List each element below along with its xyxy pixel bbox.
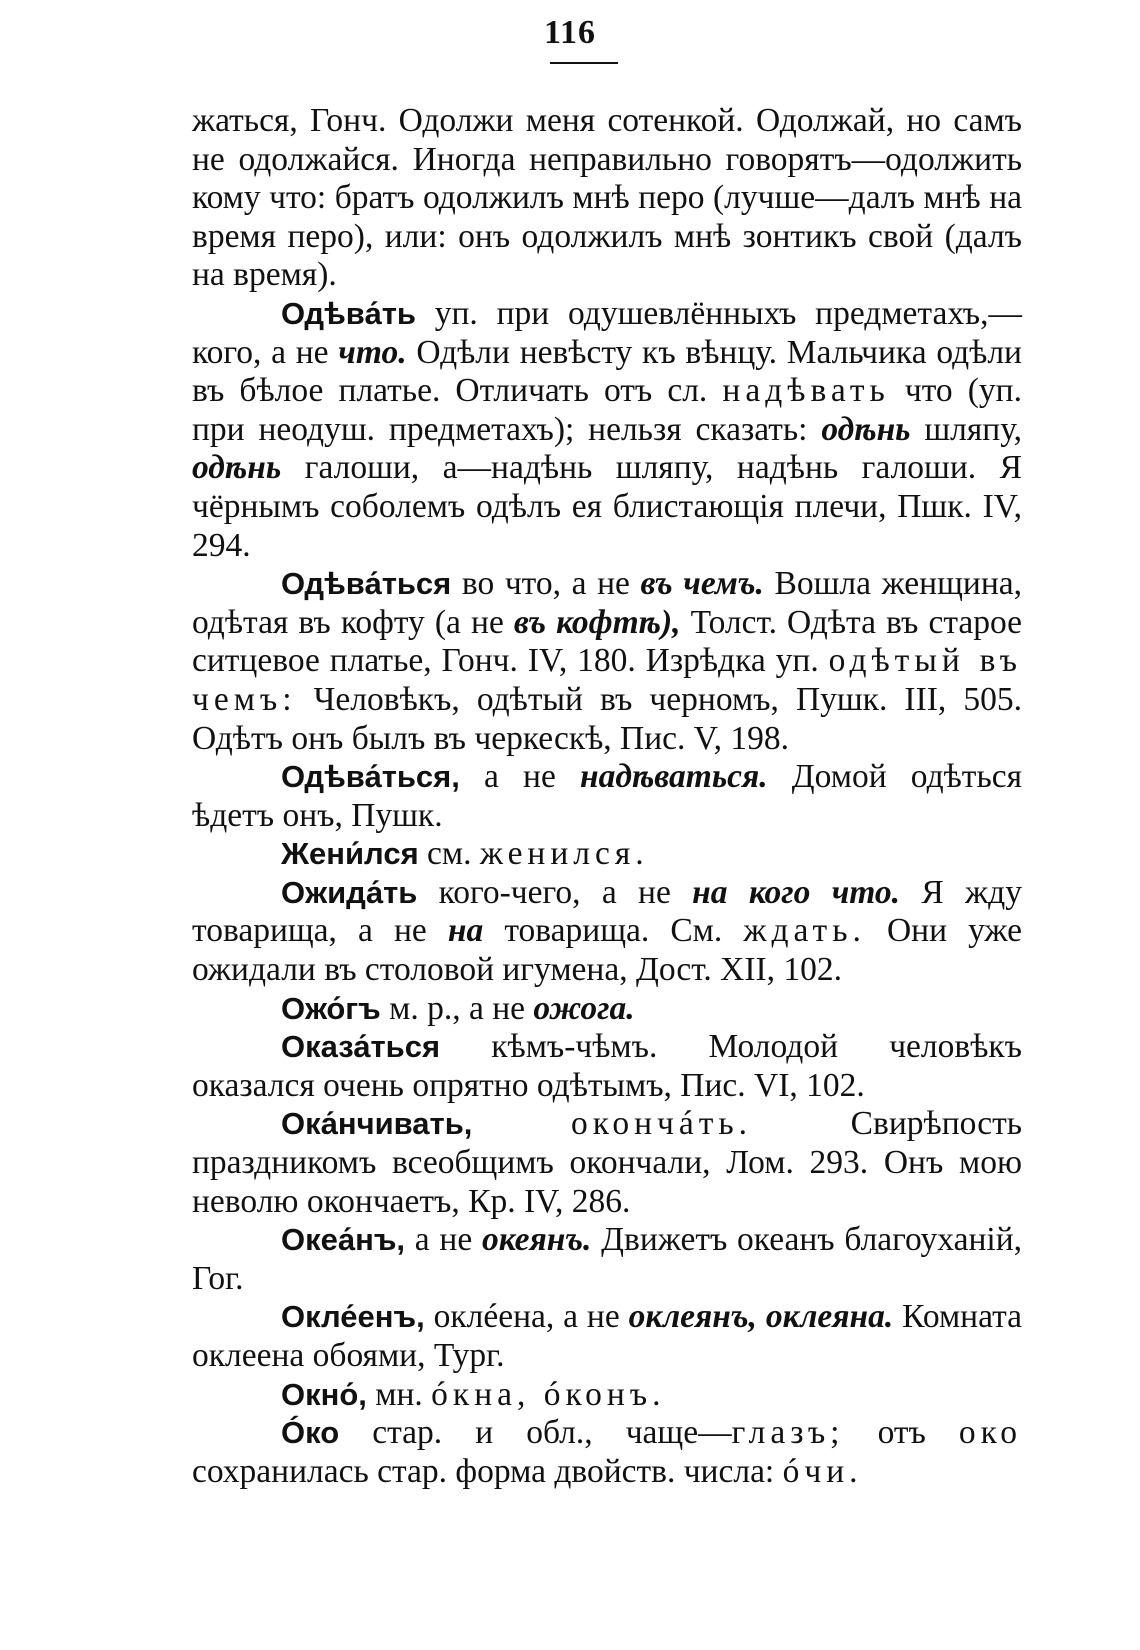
dictionary-entry [192, 295, 1022, 565]
entry-text: кого-чего, а не [417, 873, 693, 911]
entry-text: что (уп. при неодуш. предметахъ); нельзя сказать: [192, 372, 1022, 448]
dictionary-entry [192, 1376, 1022, 1415]
entry-text: отъ [844, 1414, 959, 1452]
entry-text: галоши, а—надѣнь шляпу, надѣнь галоши. Я чёрнымъ соболемъ одѣлъ ея блистающія плечи, Пшк. IV, 294. [192, 449, 1022, 564]
entry-headword: Жени́лся [281, 836, 419, 872]
dictionary-entry [192, 1105, 1022, 1221]
entry-text: а не [405, 1221, 482, 1259]
spaced-word: ждать. [743, 912, 866, 950]
entry-text [472, 1105, 571, 1142]
italic-form: океянъ. [481, 1221, 592, 1259]
entry-text: а не [459, 758, 580, 796]
entry-headword: Óко [281, 1415, 340, 1451]
italic-form: на кого что. [692, 873, 901, 911]
dictionary-entry [192, 835, 1022, 874]
entry-text: Движетъ океанъ благоуханій, Гог. [192, 1221, 1022, 1297]
spaced-word: око [958, 1414, 1022, 1452]
dictionary-entry [192, 1028, 1022, 1105]
continuation-paragraph [192, 102, 1022, 295]
spaced-word: óкна, óконъ. [431, 1375, 666, 1413]
entry-text: Вошла женщина, одѣтая въ кофту (а не [192, 565, 1022, 641]
entry-headword: Ожида́ть [281, 874, 418, 910]
entry-headword: Океа́нъ, [281, 1222, 406, 1258]
spaced-word: óчи. [782, 1452, 863, 1490]
page-number: 116 [543, 14, 597, 51]
dictionary-entry [192, 758, 1022, 835]
dictionary-entry [192, 565, 1022, 758]
spaced-word: женился. [479, 835, 649, 873]
italic-form: одѣнь [821, 410, 911, 448]
entry-text: во что, а не [451, 565, 641, 603]
italic-form: оклеянъ, оклеяна. [628, 1298, 894, 1336]
entry-text: Я жду товарища, а не [192, 873, 1022, 950]
page-number-rule [550, 62, 618, 64]
entry-text: сохранилась стар. форма двойств. числа: [192, 1452, 783, 1490]
entry-text: Свирѣпость праздникомъ всеобщимъ окончали, Лом. 293. Онъ мою неволю окончаетъ, Кр. IV, 286. [192, 1105, 1023, 1220]
entry-headword: Окно́, [281, 1376, 367, 1412]
entry-headword: Одѣва́ть [281, 295, 416, 331]
entry-text: мн. [366, 1375, 432, 1413]
entry-text: жаться, Гонч. Одолжи меня сотенкой. Одолжай, но самъ не одолжайся. Иногда неправильно говорятъ—одолжить кому что: братъ одолжилъ мнѣ перо (лучше—далъ мнѣ на время перо), или: онъ одолжилъ мнѣ зонтикъ свой (далъ на время). [192, 102, 1022, 294]
italic-form: на [447, 912, 484, 950]
entry-text: Одѣли невѣсту къ вѣнцу. Мальчика одѣли въ бѣлое платье. Отличать отъ сл. [192, 333, 1022, 410]
entry-text: Человѣкъ, одѣтый въ черномъ, Пушк. III, 505. Одѣтъ онъ былъ въ черкескѣ, Пис. V, 198. [192, 680, 1022, 757]
entry-headword: Окле́енъ, [281, 1299, 425, 1335]
italic-form: въ кофтѣ), [513, 603, 681, 641]
dictionary-entry [192, 1414, 1022, 1491]
entry-headword: Одѣва́ться [281, 566, 452, 602]
entry-headword: Оказа́ться [281, 1029, 441, 1065]
entry-text: Толст. Одѣта въ старое ситцевое платье, Гонч. IV, 180. Изрѣдка уп. [192, 603, 1023, 680]
entry-text: см. [418, 835, 480, 873]
entry-headword: Одѣва́ться, [281, 759, 460, 795]
italic-form: надѣваться. [579, 758, 768, 796]
dictionary-entry [192, 1221, 1022, 1298]
italic-form: одѣнь [192, 449, 282, 487]
entry-text: м. р., а не [380, 989, 534, 1027]
entry-text: оклéена, а не [424, 1298, 629, 1336]
dictionary-entry [192, 874, 1022, 990]
entry-text: Они уже ожидали въ столовой игумена, Дост. XII, 102. [192, 912, 1022, 989]
spaced-word: глазъ; [731, 1414, 845, 1452]
entry-text: кѣмъ-чѣмъ. Молодой человѣкъ оказался очень опрятно одѣтымъ, Пис. VI, 102. [192, 1028, 1022, 1104]
spaced-word: одѣтый въ чемъ: [192, 642, 1022, 718]
entry-text: стар. и обл., чаще— [339, 1414, 732, 1452]
entry-text: Комната оклеена обоями, Тург. [192, 1298, 1022, 1374]
italic-form: что. [338, 333, 407, 371]
dictionary-entry [192, 990, 1022, 1029]
entry-text: уп. при одушевлённыхъ предметахъ,—кого, а не [192, 294, 1022, 371]
italic-form: въ чемъ. [640, 565, 764, 603]
entry-text: Домой одѣться ѣдетъ онъ, Пушк. [192, 758, 1022, 834]
entry-text: товарища. См. [483, 912, 744, 950]
spaced-word: надѣвать [722, 372, 890, 410]
italic-form: ожога. [533, 989, 635, 1027]
spaced-word: окончáть. [571, 1105, 753, 1143]
dictionary-text [192, 102, 1022, 1491]
entry-text: шляпу, [910, 410, 1022, 448]
dictionary-entry [192, 1298, 1022, 1375]
entry-headword: Ожо́гъ [281, 990, 381, 1026]
entry-headword: Ока́нчивать, [281, 1106, 473, 1142]
